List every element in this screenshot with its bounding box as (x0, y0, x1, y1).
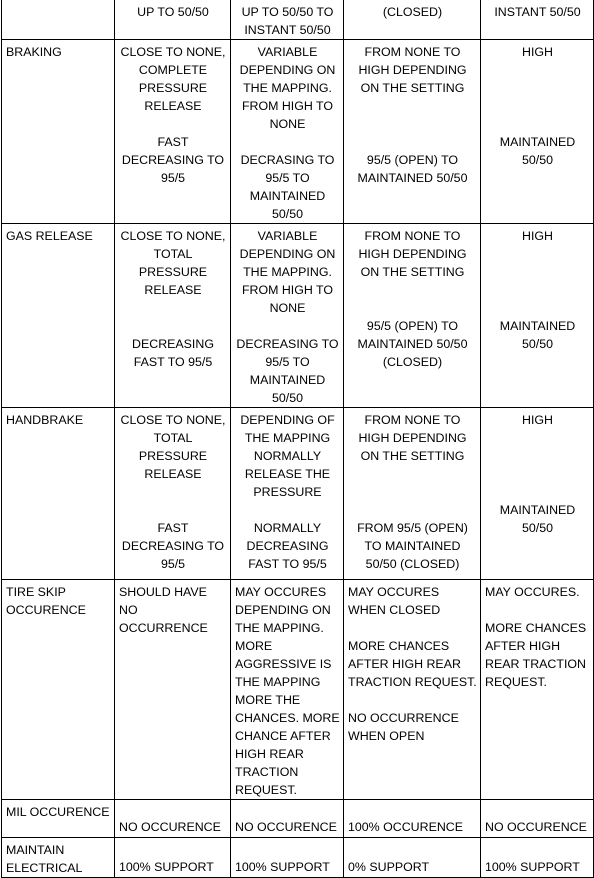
cell-text: MORE CHANCES AFTER HIGH REAR TRACTION REQUEST. (348, 639, 477, 689)
table-cell: INSTANT 50/50 (481, 0, 594, 40)
table-cell: 100% SUPPORT (115, 838, 231, 878)
row-label (2, 0, 115, 40)
table-cell: NO OCCURENCE (481, 800, 594, 838)
cell-text: CLOSE TO NONE, TOTAL PRESSURE RELEASE (120, 229, 226, 297)
cell-text: NORMALLY DECREASING FAST TO 95/5 (246, 521, 329, 571)
cell-text: FAST DECREASING TO 95/5 (121, 135, 225, 185)
table-cell (231, 224, 344, 408)
table-cell: 0% SUPPORT (344, 838, 481, 878)
cell-text: MAINTAINED 50/50 (499, 135, 576, 167)
cell-text: FROM NONE TO HIGH DEPENDING ON THE SETTING (358, 45, 467, 95)
table-cell (344, 40, 481, 224)
cell-text: FROM NONE TO HIGH DEPENDING ON THE SETTING (358, 413, 467, 463)
table-cell: SHOULD HAVE NO OCCURRENCE (115, 580, 231, 800)
table-cell: NO OCCURENCE (231, 800, 344, 838)
cell-text: MORE CHANCES AFTER HIGH REAR TRACTION REQUEST. (485, 621, 587, 689)
row-label: HANDBRAKE (2, 408, 115, 580)
table-cell: 100% OCCURENCE (344, 800, 481, 838)
table-row (2, 408, 594, 580)
table-cell: MAY OCCURES DEPENDING ON THE MAPPING. MORE AGGRESSIVE IS THE MAPPING MORE THE CHANCES. MORE CHANCE AFTER HIGH REAR TRACTION REQUEST. (231, 580, 344, 800)
table-cell (481, 408, 594, 580)
cell-text: MAY OCCURES. (485, 585, 580, 599)
table-cell (344, 408, 481, 580)
cell-text: CLOSE TO NONE, TOTAL PRESSURE RELEASE (120, 413, 226, 481)
table-cell: UP TO 50/50 TO INSTANT 50/50 (231, 0, 344, 40)
cell-text: HIGH (522, 229, 553, 243)
table-row (2, 838, 594, 878)
table-cell: 100% SUPPORT (231, 838, 344, 878)
table-cell (481, 580, 594, 800)
cell-text: MAY OCCURES WHEN CLOSED (348, 585, 441, 617)
cell-text: DECREASING FAST TO 95/5 (132, 337, 214, 369)
table-row (2, 580, 594, 800)
table-cell (115, 224, 231, 408)
cell-text: NO OCCURRENCE WHEN OPEN (348, 711, 459, 743)
row-label: MAINTAIN ELECTRICAL (2, 838, 115, 878)
cell-text: DECRASING TO 95/5 TO MAINTAINED 50/50 (240, 153, 335, 221)
table-row (2, 40, 594, 224)
table-cell (344, 580, 481, 800)
table-cell: 100% SUPPORT (481, 838, 594, 878)
cell-text: HIGH (522, 45, 553, 59)
cell-text: MAINTAINED 50/50 (499, 319, 576, 351)
table-cell: (CLOSED) (344, 0, 481, 40)
table-cell: NO OCCURENCE (115, 800, 231, 838)
cell-text: FROM NONE TO HIGH DEPENDING ON THE SETTING (358, 229, 467, 279)
row-label: BRAKING (2, 40, 115, 224)
cell-text: 95/5 (OPEN) TO MAINTAINED 50/50 (CLOSED) (357, 319, 468, 369)
table-cell: UP TO 50/50 (115, 0, 231, 40)
cell-text: FAST DECREASING TO 95/5 (121, 521, 225, 571)
table-row (2, 0, 594, 40)
cell-text: 95/5 (OPEN) TO MAINTAINED 50/50 (357, 153, 468, 185)
table-cell (115, 40, 231, 224)
row-label: MIL OCCURENCE (2, 800, 115, 838)
table-cell (344, 224, 481, 408)
cell-text: DEPENDING OF THE MAPPING NORMALLY RELEASE THE PRESSURE (240, 413, 335, 499)
comparison-table (1, 0, 594, 878)
cell-text: CLOSE TO NONE, COMPLETE PRESSURE RELEASE (120, 45, 226, 113)
row-label: GAS RELEASE (2, 224, 115, 408)
table-cell (231, 408, 344, 580)
table-cell (481, 40, 594, 224)
cell-text: HIGH (522, 413, 553, 427)
table-row (2, 224, 594, 408)
cell-text: DECREASING TO 95/5 TO MAINTAINED 50/50 (236, 337, 339, 405)
table-row (2, 800, 594, 838)
table-cell (231, 40, 344, 224)
cell-text: FROM 95/5 (OPEN) TO MAINTAINED 50/50 (CLOSED) (357, 521, 468, 571)
cell-text: VARIABLE DEPENDING ON THE MAPPING. FROM HIGH TO NONE (239, 229, 336, 315)
cell-text: VARIABLE DEPENDING ON THE MAPPING. FROM HIGH TO NONE (239, 45, 336, 131)
cell-text: MAINTAINED 50/50 (499, 503, 576, 535)
table-cell (481, 224, 594, 408)
table-cell (115, 408, 231, 580)
row-label: TIRE SKIP OCCURENCE (2, 580, 115, 800)
